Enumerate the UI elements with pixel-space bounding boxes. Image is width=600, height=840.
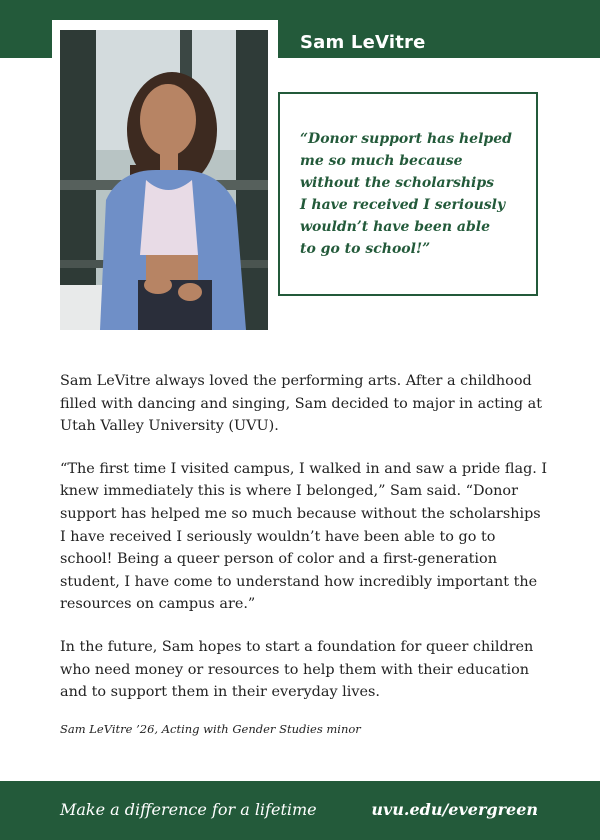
footer-tagline: Make a difference for a lifetime bbox=[60, 800, 317, 819]
footer-url[interactable]: uvu.edu/evergreen bbox=[371, 800, 538, 819]
body-paragraph-future: In the future, Sam hopes to start a foundation for queer children who need money or resources to help them with their education and to support them in their everyday lives. bbox=[60, 638, 534, 701]
student-name-title: Sam LeVitre bbox=[300, 32, 426, 53]
pull-quote-text: “Donor support has helped me so much because without the scholarships I have received I seriously wouldn’t have been able to go to school!” bbox=[300, 131, 512, 257]
footer-band bbox=[0, 781, 600, 840]
student-caption: Sam LeVitre ’26, Acting with Gender Studies minor bbox=[60, 722, 361, 736]
portrait-photo bbox=[60, 30, 268, 330]
pull-quote-box bbox=[278, 92, 538, 296]
body-paragraph-quote: “The first time I visited campus, I walked in and saw a pride flag. I knew immediately this is where I belonged,” Sam said. “Donor support has helped me so much because without the scholarships I have received I seriously wouldn’t have been able to go to school! Being a queer person of color and a first-generation student, I have come to understand how incredibly important the resources on campus are.” bbox=[60, 460, 548, 613]
portrait-frame bbox=[52, 20, 278, 338]
body-paragraph-intro: Sam LeVitre always loved the performing arts. After a childhood filled with dancing and singing, Sam decided to major in acting at Utah Valley University (UVU). bbox=[60, 373, 543, 435]
story-body bbox=[60, 370, 550, 724]
